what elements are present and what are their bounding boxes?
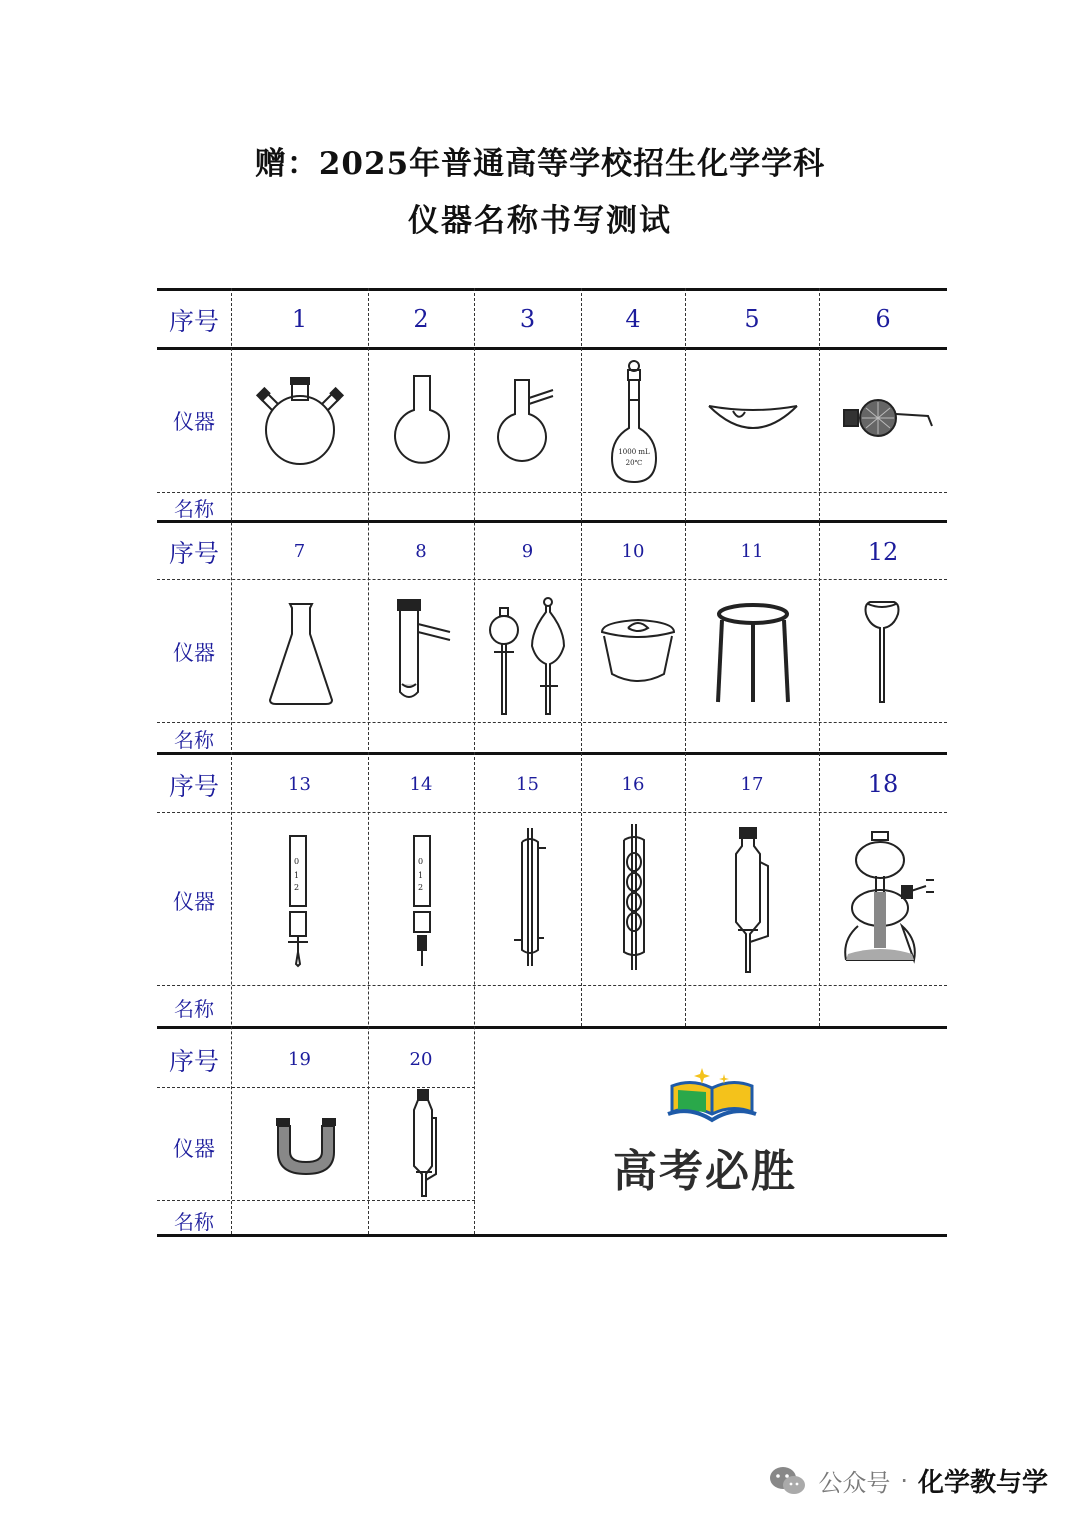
wire-gauze-icon (838, 396, 936, 442)
label-name: 名称 (174, 497, 214, 521)
table-rule (157, 812, 947, 813)
distillation-flask-icon (495, 376, 559, 470)
kipp-generator-icon (836, 830, 938, 966)
book-logo-icon (664, 1066, 760, 1126)
side-arm-test-tube-icon (392, 598, 454, 704)
evaporating-dish-icon (705, 400, 801, 446)
cell-number: 7 (293, 541, 306, 562)
svg-text:2: 2 (294, 883, 300, 892)
cell-number: 9 (521, 541, 534, 562)
cell-number: 6 (875, 305, 891, 333)
cell-number: 16 (621, 774, 645, 795)
dropping-funnel-icon (728, 826, 774, 974)
bulb-funnel-icon (862, 596, 902, 706)
table-rule (157, 579, 947, 580)
label-name: 名称 (174, 728, 214, 752)
svg-text:1: 1 (418, 871, 424, 880)
svg-text:2: 2 (418, 883, 424, 892)
label-instrument: 仪器 (173, 890, 215, 914)
label-instrument: 仪器 (173, 641, 215, 665)
bulb-condenser-icon (614, 822, 654, 972)
cell-number: 19 (288, 1049, 311, 1070)
table-rule (157, 985, 947, 986)
svg-text:1: 1 (294, 871, 300, 880)
cell-number: 3 (519, 305, 536, 333)
label-instrument: 仪器 (173, 1137, 215, 1161)
footer-account-name: 化学教与学 (917, 1468, 1048, 1498)
document-title-line2: 仪器名称书写测试 (408, 203, 672, 239)
cell-number: 17 (740, 774, 764, 795)
table-rule (157, 752, 947, 755)
svg-text:20℃: 20℃ (625, 459, 643, 467)
table-rule (157, 288, 947, 291)
label-number: 序号 (168, 307, 219, 336)
cell-number: 12 (867, 538, 899, 566)
volumetric-flask-icon (608, 358, 660, 486)
cell-number: 15 (516, 774, 539, 795)
footer-watermark (768, 1462, 1048, 1499)
svg-text:0: 0 (418, 857, 424, 866)
cell-number: 11 (740, 541, 764, 562)
acid-burette-icon (280, 832, 316, 970)
round-bottom-flask-icon (390, 372, 454, 470)
straight-condenser-icon (510, 826, 550, 968)
u-tube-icon (270, 1116, 342, 1178)
label-number: 序号 (168, 539, 219, 568)
table-rule (157, 1026, 947, 1029)
footer-account-label: 公众号 (818, 1469, 891, 1497)
three-neck-flask-icon (250, 372, 350, 468)
table-rule (157, 492, 947, 493)
cell-number: 5 (744, 305, 760, 333)
svg-text:0: 0 (294, 857, 300, 866)
logo-text: 高考必胜 (613, 1146, 797, 1197)
cell-number: 13 (288, 774, 311, 795)
table-rule (157, 1200, 475, 1201)
table-rule (157, 1234, 947, 1237)
pressure-equalizing-funnel-icon (404, 1088, 442, 1200)
table-rule (157, 347, 947, 350)
document-title-line1: 赠：2025年普通高等学校招生化学学科 (254, 146, 826, 182)
cell-number: 18 (867, 770, 899, 798)
cell-number: 20 (409, 1049, 433, 1070)
svg-text:1000 mL: 1000 mL (618, 448, 650, 456)
cell-number: 4 (625, 305, 641, 333)
label-name: 名称 (174, 1210, 214, 1234)
cell-number: 10 (621, 541, 645, 562)
label-number: 序号 (168, 1047, 219, 1076)
conical-flask-icon (266, 600, 336, 708)
table-rule (157, 722, 947, 723)
table-rule (157, 520, 947, 523)
separatory-funnels-icon (488, 594, 572, 718)
footer-separator: · (900, 1466, 908, 1495)
label-number: 序号 (168, 772, 219, 801)
cell-number: 1 (291, 305, 308, 333)
wechat-icon (768, 1465, 808, 1497)
crucible-with-lid-icon (598, 612, 678, 688)
label-name: 名称 (174, 997, 214, 1021)
cell-number: 8 (415, 541, 427, 562)
cell-number: 2 (413, 305, 429, 333)
cell-number: 14 (409, 774, 433, 795)
tripod-stand-icon (712, 600, 794, 706)
label-instrument: 仪器 (173, 410, 215, 434)
base-burette-icon (404, 832, 440, 970)
